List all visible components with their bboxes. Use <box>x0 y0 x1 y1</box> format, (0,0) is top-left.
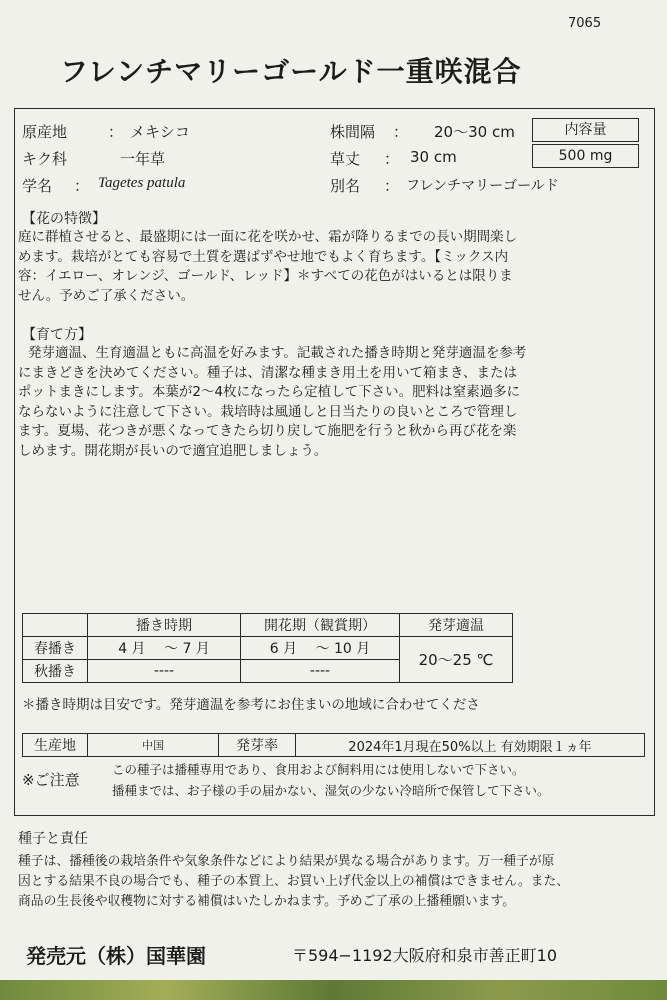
cultivation-line: しめます。開花期が長いので適宜追肥しましょう。 <box>18 442 328 459</box>
spring-flowering <box>241 637 400 660</box>
col-germination: 発芽適温 <box>400 614 513 637</box>
features-line: せん。予めご了承ください。 <box>18 287 195 304</box>
place-label: 生産地 <box>23 734 88 757</box>
features-heading: 【花の特徴】 <box>22 211 106 227</box>
height-label: 草丈 <box>330 150 361 168</box>
content-value: 500 mg <box>558 148 613 164</box>
content-label-box <box>532 118 639 142</box>
col-flowering: 開花期（観賞期） <box>241 614 400 637</box>
alias-colon: ： <box>384 177 400 195</box>
spring-sowing <box>88 637 241 660</box>
content-value-box <box>532 144 639 168</box>
rate-value: 2024年1月現在50%以上 有効期限１ヵ年 <box>296 734 645 757</box>
spring-flower-to: ～ 10 月 <box>315 641 371 657</box>
caution-line: この種子は播種専用であり、食用および飼料用には使用しないで下さい。 <box>112 762 525 777</box>
cultivation-line: にまきどきを決めてください。種子は、清潔な種まき用土を用いて箱まき、または <box>18 364 517 381</box>
origin-label: 原産地 <box>22 123 68 141</box>
rate-label: 発芽率 <box>219 734 296 757</box>
origin-colon: ： <box>108 123 124 141</box>
germ-temp: 20～25 ℃ <box>400 637 513 683</box>
place-value: 中国 <box>88 734 219 757</box>
table-row <box>23 614 513 637</box>
content-label: 内容量 <box>564 122 607 138</box>
caution-label: ※ご注意 <box>22 771 80 789</box>
height-colon: ： <box>384 150 400 168</box>
origin-value: メキシコ <box>130 123 190 141</box>
autumn-sowing: ---- <box>88 660 241 683</box>
autumn-flowering: ---- <box>241 660 400 683</box>
spacing-value: 20～30 cm <box>434 123 515 141</box>
table-row <box>23 637 513 660</box>
height-value: 30 cm <box>410 148 457 166</box>
col-sowing: 播き時期 <box>88 614 241 637</box>
schedule-note: ＊播き時期は目安です。発芽適温を参考にお住まいの地域に合わせてくださ <box>22 697 480 713</box>
production-table <box>22 733 645 757</box>
spacing-colon: ： <box>393 123 409 141</box>
responsibility-line: 種子は、播種後の栽培条件や気象条件などにより結果が異なる場合があります。万一種子が原 <box>18 854 555 869</box>
cultivation-line: ならないように注意して下さい。栽培時は風通しと日当たりの良いところで管理し <box>18 403 518 420</box>
cultivation-line: ポットまきにします。本葉が2～4枚になったら定植して下さい。肥料は窒素過多に <box>18 384 521 401</box>
features-line: 容：イエロー、オレンジ、ゴールド、レッド】＊すべての花色がはいるとは限りま <box>18 268 513 285</box>
scientific-label: 学名 <box>22 177 53 195</box>
row-spring: 春播き <box>23 637 88 660</box>
features-line: 庭に群植させると、最盛期には一面に花を咲かせ、霜が降りるまでの長い期間楽し <box>18 229 518 245</box>
spring-flower-from: 6 月 <box>269 641 298 657</box>
product-title: フレンチマリーゴールド一重咲混合 <box>60 55 522 88</box>
table-corner <box>23 614 88 637</box>
background-foliage <box>0 980 667 1000</box>
alias-value: フレンチマリーゴールド <box>406 178 559 194</box>
alias-label: 別名 <box>330 177 361 195</box>
cultivation-line: ます。夏場、花つきが悪くなってきたら切り戻して施肥を行うと秋から再び花を楽 <box>18 423 517 440</box>
features-line: めます。栽培がとても容易で土質を選ばずやせ地でもよく育ちます。【ミックス内 <box>18 248 509 265</box>
cultivation-line: 発芽適温、生育適温ともに高温を好みます。記載された播き時期と発芽適温を参考 <box>28 345 527 361</box>
scientific-colon: ： <box>74 177 90 195</box>
responsibility-heading: 種子と責任 <box>18 831 88 847</box>
caution-line: 播種までは、お子様の手の届かない、湿気の少ない冷暗所で保管して下さい。 <box>112 783 550 798</box>
row-autumn: 秋播き <box>23 660 88 683</box>
spring-sow-to: ～ 7 月 <box>164 641 210 657</box>
features-text <box>18 228 650 306</box>
cultivation-text <box>18 344 650 462</box>
cultivation-heading: 【育て方】 <box>22 327 92 343</box>
spring-sow-from: 4 月 <box>118 641 146 657</box>
scientific-value: Tagetes patula <box>98 175 186 191</box>
responsibility-line: 因とする結果不良の場合でも、種子の本質上、お買い上げ代金以上の補償はできません。また、 <box>18 874 570 889</box>
publisher-address: 〒594−1192大阪府和泉市善正町10 <box>292 946 558 965</box>
publisher-name: 発売元（株）国華園 <box>26 944 206 968</box>
table-row <box>23 734 645 757</box>
family-label: キク科 <box>22 150 68 168</box>
responsibility-text <box>18 852 569 912</box>
family-value: 一年草 <box>120 150 166 168</box>
product-code: 7065 <box>568 16 602 31</box>
responsibility-line: 商品の生長後や収穫物に対する補償はいたしかねます。予めご了承の上播種願います。 <box>18 894 516 909</box>
spacing-label: 株間隔 <box>330 123 376 141</box>
schedule-table <box>22 613 513 683</box>
